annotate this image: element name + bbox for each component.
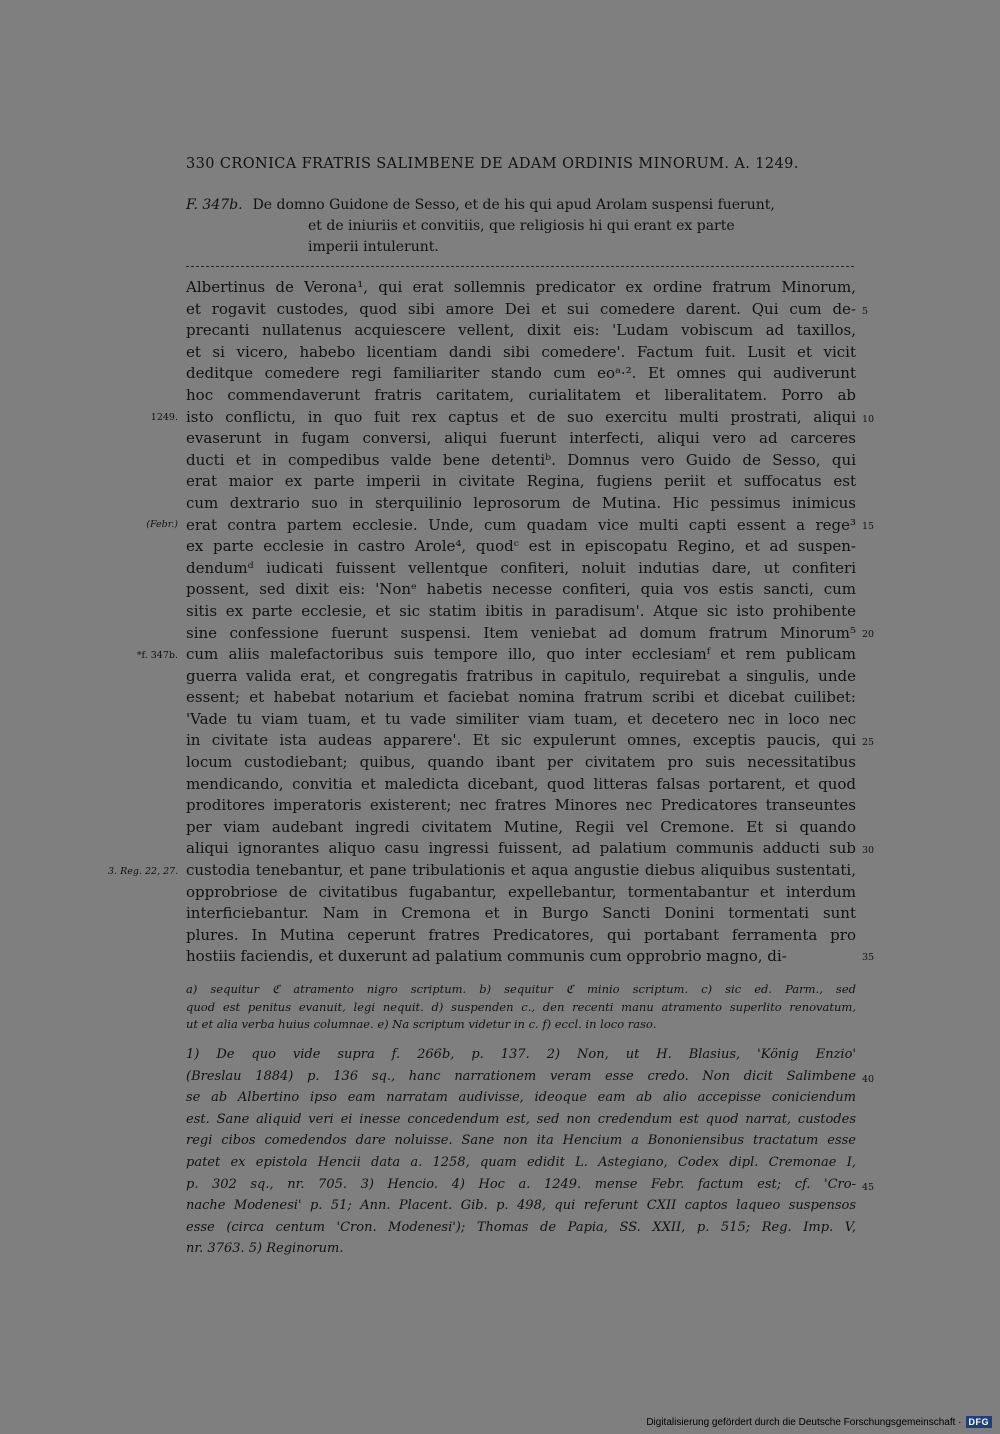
main-text-line: cum aliis malefactoribus suis tempore illo, quo inter ecclesiamᶠ et rem publicam	[186, 645, 856, 664]
main-text-line: isto conflictu, in quo fuit rex captus et de suo exercitu multi prostrati, aliqui	[186, 407, 856, 426]
main-text-line: custodia tenebantur, et pane tribulationis et aqua angustie diebus aliquibus sustentati,	[186, 861, 856, 880]
main-text-line: Albertinus de Verona¹, qui erat sollemnis predicator ex ordine fratrum Minorum,	[186, 278, 856, 296]
margin-febr: (Febr.)	[146, 519, 178, 530]
rubric-folio: F. 347b.	[186, 197, 243, 213]
main-text-line: sine confessione fuerunt suspensi. Item veniebat ad domum fratrum Minorum⁵	[186, 623, 856, 642]
main-text-line: mendicando, convitia et maledicta dicebant, quod litteras falsas portarent, et quod	[186, 774, 856, 793]
main-text-line: evaserunt in fugam conversi, aliqui fuerunt interfecti, aliqui vero ad carceres	[186, 429, 856, 448]
line-number-5: 5	[862, 306, 869, 317]
main-text-line: 'Vade tu viam tuam, et tu vade similiter viam tuam, et decetero nec in loco nec	[186, 709, 856, 728]
footnotes	[186, 1044, 856, 1260]
main-text-line: hoc commendaverunt fratris caritatem, curialitatem et liberalitatem. Porro ab	[186, 385, 856, 404]
apparatus-line: quod est penitus evanuit, legi nequit. d) suspenden c., den recenti manu atramento superlito renovatum,	[186, 999, 856, 1014]
main-text-line: possent, sed dixit eis: 'Nonᵉ habetis necesse confiteri, quia vos estis sancti, cum	[186, 580, 856, 599]
line-number-45: 45	[862, 1182, 875, 1193]
apparatus-line: ut et alia verba huius columnae. e) Na scriptum videtur in c. f) eccl. in loco raso.	[186, 1017, 657, 1031]
line-number-40: 40	[862, 1074, 875, 1085]
main-text-line: in civitate ista audeas apparere'. Et sic expulerunt omnes, exceptis paucis, qui	[186, 731, 856, 750]
main-text-line: deditque comedere regi familiariter stando cum eoᵃ·². Et omnes qui audiverunt	[186, 364, 856, 383]
footnote-line: (Breslau 1884) p. 136 sq., hanc narrationem veram esse credo. Non dicit Salimbene	[186, 1068, 856, 1084]
rubric-line-2: et de iniuriis et convitiis, que religiosis hi qui erant ex parte	[308, 218, 735, 234]
footnote-line: est. Sane aliquid veri ei inesse concedendum est, sed non credendum est quod narrat, custodes	[186, 1111, 856, 1127]
dfg-credit	[646, 1416, 992, 1428]
main-text-line: et si vicero, habebo licentiam dandi sibi comedere'. Factum fuit. Lusit et vicit	[186, 342, 856, 361]
dfg-credit-text: Digitalisierung gefördert durch die Deutsche Forschungsgemeinschaft ·	[646, 1416, 962, 1428]
line-number-20: 20	[862, 629, 875, 640]
critical-apparatus	[186, 981, 856, 1034]
main-text-line: precanti nullatenus acquiescere vellent, dixit eis: 'Ludam vobiscum ad taxillos,	[186, 321, 856, 340]
footnote-line: p. 302 sq., nr. 705. 3) Hencio. 4) Hoc a. 1249. mense Febr. factum est; cf. 'Cro-	[186, 1176, 856, 1192]
footnote-line: 1) De quo vide supra f. 266b, p. 137. 2) Non, ut H. Blasius, 'König Enzio'	[186, 1047, 856, 1062]
main-text	[186, 277, 856, 968]
margin-bible-ref: 3. Reg. 22, 27.	[108, 866, 179, 877]
line-number-25: 25	[862, 737, 875, 748]
main-text-line: et rogavit custodes, quod sibi amore Dei et sui comedere darent. Qui cum de-	[186, 299, 856, 318]
main-text-line: locum custodiebant; quibus, quando ibant per civitatem pro suis necessitatibus	[186, 753, 856, 772]
main-text-line: ducti et in compedibus valde bene detentiᵇ. Domnus vero Guido de Sesso, qui	[186, 450, 856, 469]
rubric-line-3: imperii intulerunt.	[308, 239, 439, 255]
main-text-line: sitis ex parte ecclesie, et sic statim ibitis in paradisum'. Atque sic isto prohibente	[186, 601, 856, 620]
footnote-line: esse (circa centum 'Cron. Modenesi'); Thomas de Papia, SS. XXII, p. 515; Reg. Imp. V,	[186, 1219, 856, 1235]
section-divider	[186, 266, 854, 267]
main-text-line: interficiebantur. Nam in Cremona et in Burgo Sancti Donini tormentati sunt	[186, 904, 856, 923]
footnote-line: nache Modenesi' p. 51; Ann. Placent. Gib. p. 498, qui referunt CXII captos laqueo suspensos	[186, 1198, 856, 1214]
main-text-line: per viam audebant ingredi civitatem Mutine, Regii vel Cremone. Et si quando	[186, 817, 856, 836]
main-text-line: aliqui ignorantes aliquo casu ingressi fuissent, ad palatium communis adducti sub	[186, 839, 856, 858]
line-number-10: 10	[862, 414, 875, 425]
main-text-line: plures. In Mutina ceperunt fratres Predicatores, qui portabant ferramenta pro	[186, 925, 856, 944]
line-number-35: 35	[862, 952, 875, 963]
main-text-line: erat maior ex parte imperii in civitate Regina, fugiens periit et suffocatus est	[186, 472, 856, 491]
footnote-line: regi cibos comedendos dare noluisse. Sane non ita Hencium a Bononiensibus tractatum esse	[186, 1133, 856, 1149]
main-text-line: guerra valida erat, et congregatis fratribus in capitulo, requirebat a singulis, unde	[186, 666, 856, 685]
running-header: 330 CRONICA FRATRIS SALIMBENE DE ADAM ORDINIS MINORUM. A. 1249.	[186, 156, 799, 172]
main-text-line: hostiis faciendis, et duxerunt ad palatium communis cum opprobrio magno, di-	[186, 947, 787, 966]
footnote-line: se ab Albertino ipso eam narratam audivisse, ideoque eam ab alio accepisse coniciendum	[186, 1090, 856, 1106]
main-text-line: proditores imperatoris existerent; nec fratres Minores nec Predicatores transeuntes	[186, 796, 856, 815]
main-text-line: ex parte ecclesie in castro Arole⁴, quodᶜ est in episcopatu Regino, et ad suspen-	[186, 537, 856, 556]
main-text-line: opprobriose de civitatibus fugabantur, expellebantur, tormentabantur et interdum	[186, 882, 856, 901]
margin-folio: *f. 347b.	[136, 650, 178, 661]
apparatus-line: a) sequitur ℭ atramento nigro scriptum. b) sequitur ℭ minio scriptum. c) sic ed. Parm., sed	[186, 982, 856, 996]
rubric-line-1: De domno Guidone de Sesso, et de his qui apud Arolam suspensi fuerunt,	[252, 197, 775, 213]
line-number-30: 30	[862, 845, 875, 856]
main-text-line: cum dextrario suo in sterquilinio leprosorum de Mutina. Hic pessimus inimicus	[186, 493, 856, 512]
main-text-line: dendumᵈ iudicati fuissent vellentque confiteri, noluit indutias dare, ut confiteri	[186, 558, 856, 577]
margin-year: 1249.	[150, 412, 178, 423]
dfg-logo: DFG	[966, 1416, 993, 1428]
line-number-15: 15	[862, 521, 875, 532]
main-text-line: erat contra partem ecclesie. Unde, cum quadam vice multi capti essent a rege³	[186, 515, 856, 534]
main-text-line: essent; et habebat notarium et faciebat nomina fratrum scribi et dicebat cuilibet:	[186, 688, 856, 707]
footnote-line: nr. 3763. 5) Reginorum.	[186, 1241, 344, 1257]
footnote-line: patet ex epistola Hencii data a. 1258, quam edidit L. Astegiano, Codex dipl. Cremonae I,	[186, 1154, 856, 1170]
chapter-rubric	[186, 195, 856, 258]
